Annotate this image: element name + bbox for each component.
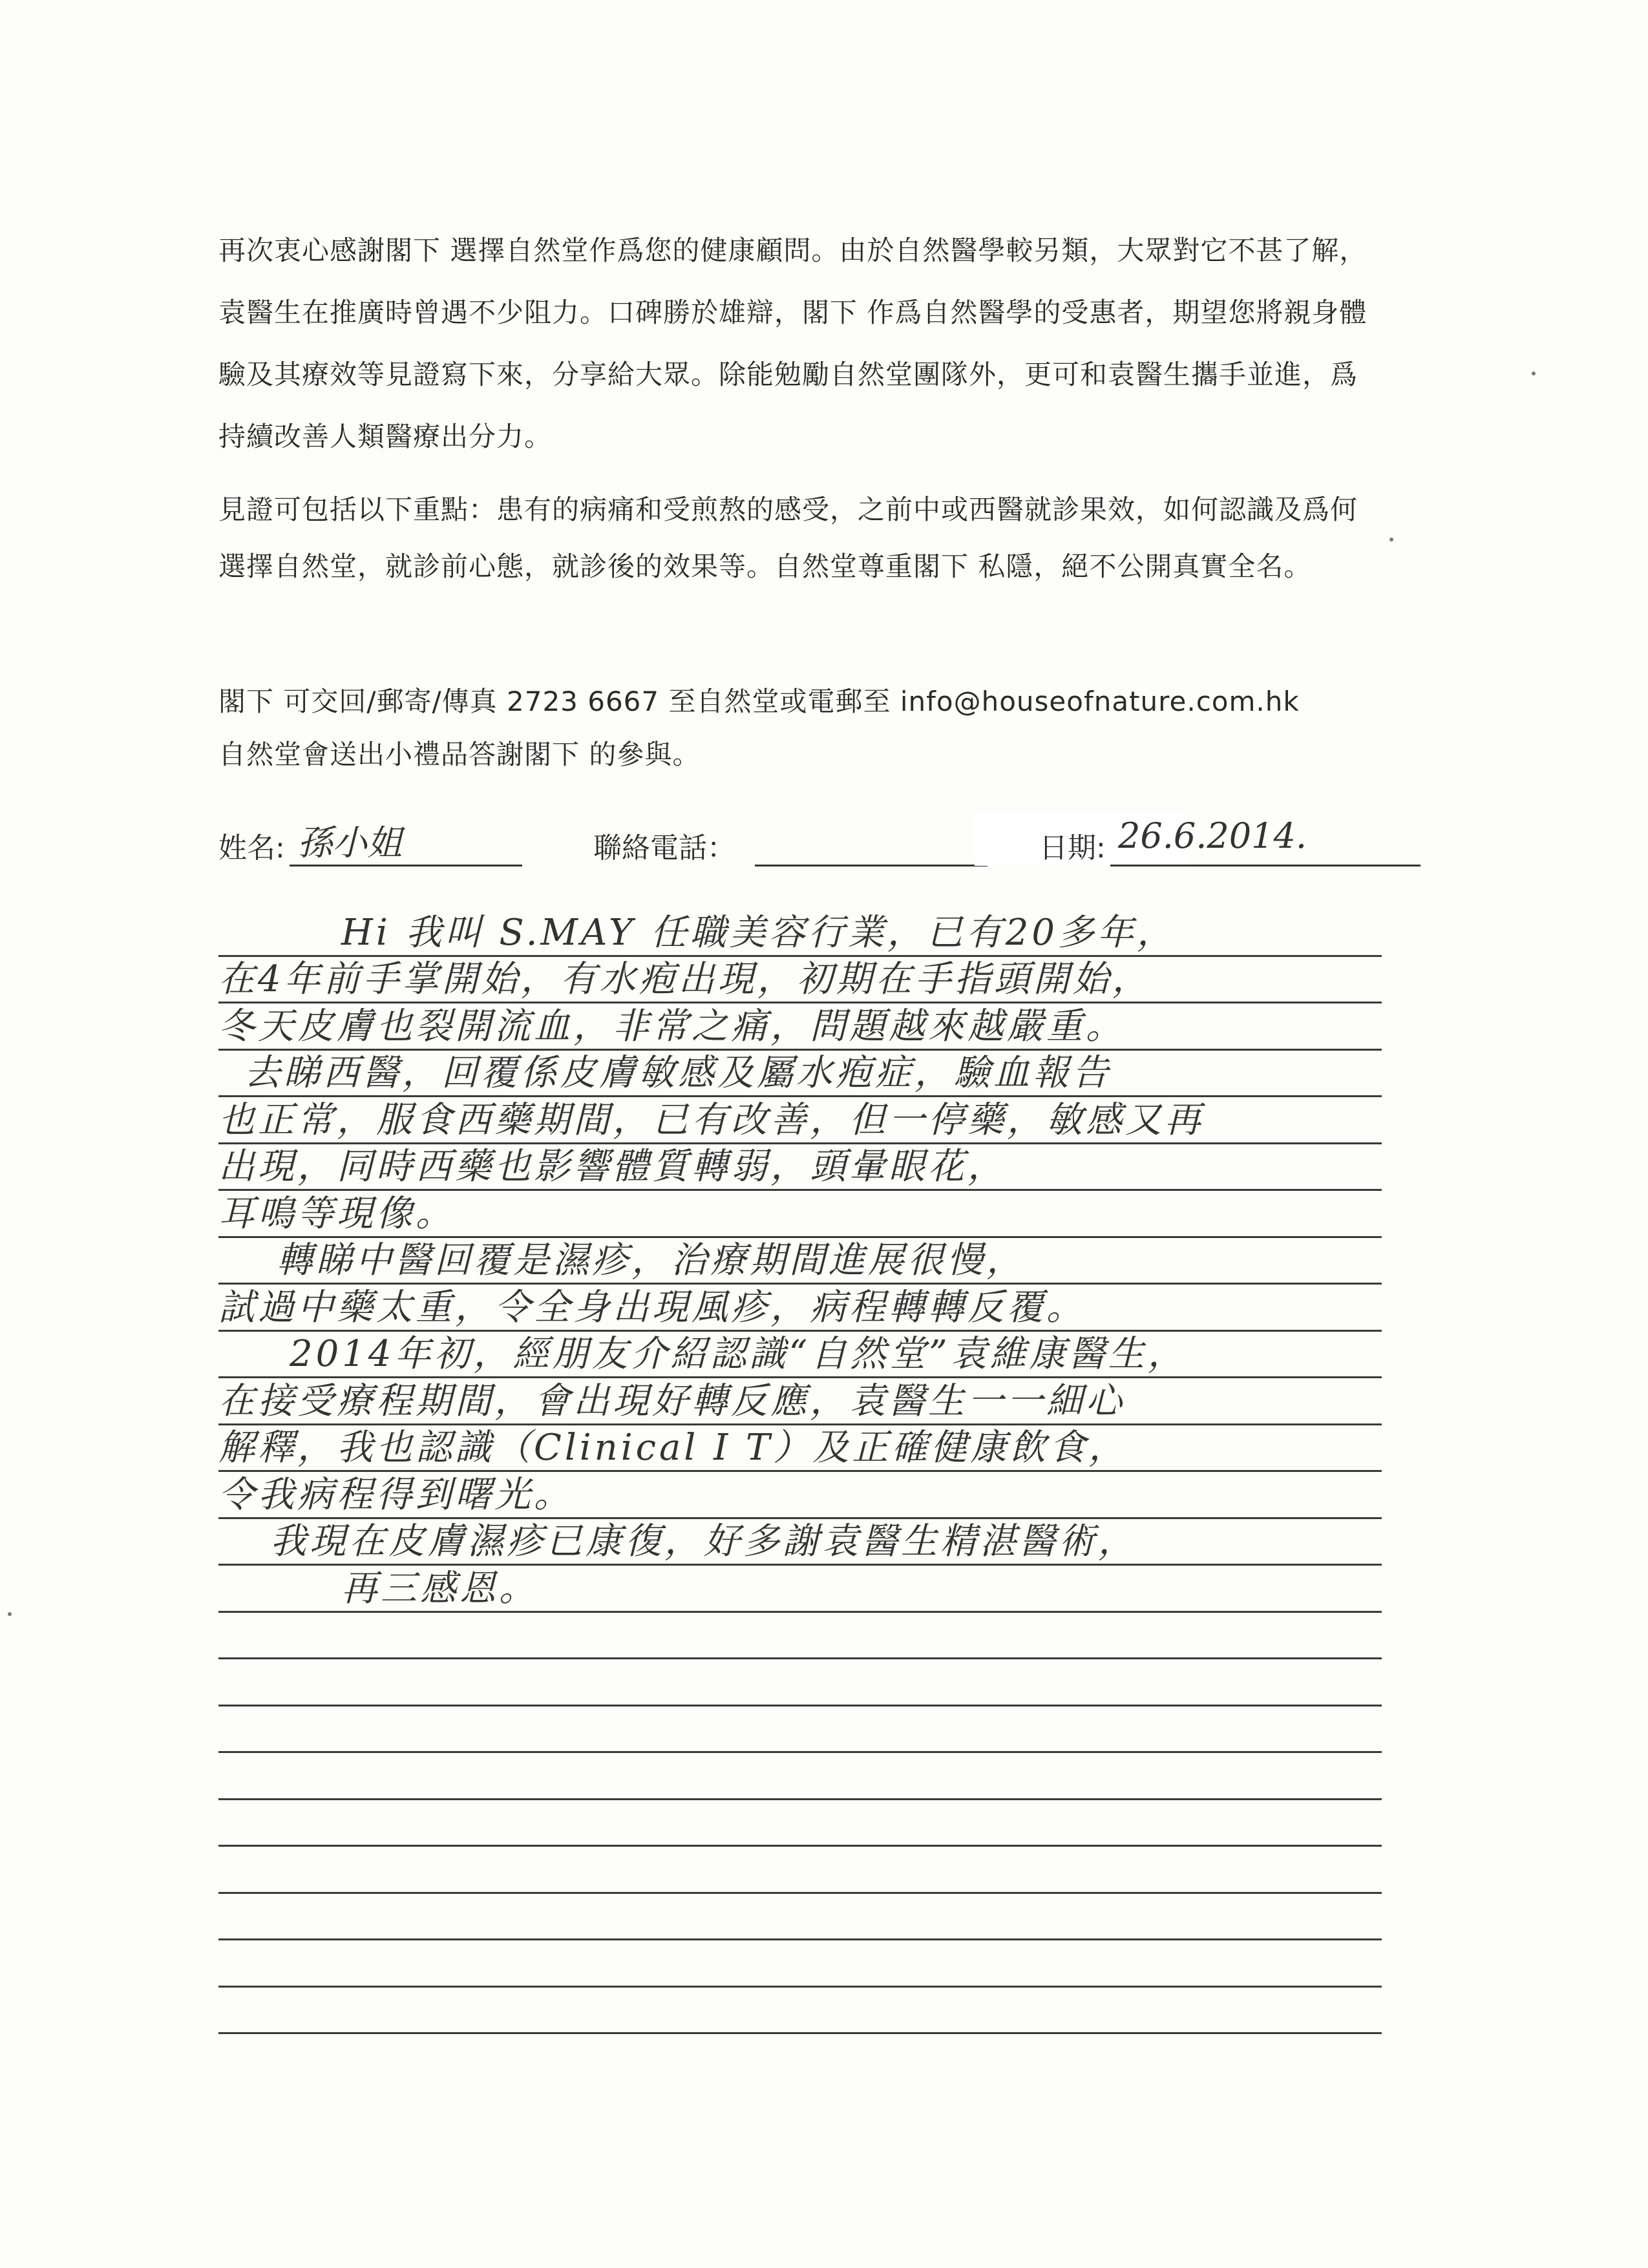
ruled-line (218, 1847, 1382, 1894)
form-fields-row (218, 813, 1433, 865)
handwritten-text: 試過中藥太重，令全身出現風疹，病程轉轉反覆。 (218, 1286, 1086, 1328)
handwritten-text: 冬天皮膚也裂開流血，非常之痛，問題越來越嚴重。 (218, 1005, 1125, 1047)
ruled-line (218, 1238, 1382, 1285)
handwritten-text: 在4年前手掌開始，有水疱出現，初期在手指頭開始， (218, 958, 1152, 1000)
name-value[interactable]: 孫小姐 (297, 823, 402, 863)
testimonial-writing-area[interactable] (218, 910, 1382, 2034)
ruled-line (218, 1800, 1382, 1847)
handwritten-text: 去睇西醫，回覆係皮膚敏感及屬水疱症，驗血報告 (244, 1052, 1112, 1094)
handwritten-text: 在接受療程期間，會出現好轉反應，袁醫生一一細心 (218, 1380, 1125, 1422)
phone-underline (755, 865, 988, 866)
ruled-line (218, 1472, 1382, 1519)
ruled-line (218, 1894, 1382, 1941)
ruled-line (218, 1051, 1382, 1098)
handwritten-text: 轉睇中醫回覆是濕疹，治療期間進展很慢， (277, 1239, 1026, 1281)
ruled-line (218, 1659, 1382, 1706)
phone-label: 聯絡電話： (593, 832, 735, 865)
date-label: 日期: (1039, 832, 1106, 865)
handwritten-text: 出現，同時西藥也影響體質轉弱，頭暈眼花， (218, 1146, 1007, 1188)
ruled-line (218, 1988, 1382, 2035)
gift-notice: 自然堂會送出小禮品答謝閣下 的參與。 (218, 739, 701, 770)
ruled-line (218, 1753, 1382, 1800)
ruled-line (218, 1613, 1382, 1660)
handwritten-text: 再三感恩。 (341, 1567, 538, 1610)
ruled-line (218, 1706, 1382, 1754)
handwritten-text: Hi 我叫 S.MAY 任職美容行業，已有20多年， (341, 911, 1177, 954)
intro-paragraph-thanks: 再次衷心感謝閣下 選擇自然堂作爲您的健康顧問。由於自然醫學較另類，大眾對它不甚了解，袁醫生在推廣時曾遇不少阻力。口碑勝於雄辯，閣下 作爲自然醫學的受惠者，期望您將親身體驗及其療效等見證寫下來，分享給大眾。除能勉勵自然堂團隊外，更可和袁醫生攜手並進，爲持續改善人類醫療出分力。 (218, 235, 1368, 452)
handwritten-text: 耳鳴等現像。 (218, 1192, 455, 1235)
ruled-line (218, 957, 1382, 1004)
scan-speck (8, 1612, 12, 1616)
ruled-line (218, 1191, 1382, 1238)
ruled-line (218, 1144, 1382, 1192)
ruled-line (218, 1097, 1382, 1144)
handwritten-text: 2014年初，經朋友介紹認識“自然堂”袁維康醫生， (290, 1333, 1187, 1375)
ruled-line (218, 1566, 1382, 1613)
ruled-line (218, 1378, 1382, 1425)
ruled-line (218, 910, 1382, 957)
intro-paragraph-guidelines: 見證可包括以下重點：患有的病痛和受煎熬的感受，之前中或西醫就診果效，如何認識及爲何選擇自然堂，就診前心態，就診後的效果等。自然堂尊重閣下 私隱，絕不公開真實全名。 (218, 494, 1358, 582)
handwritten-text: 我現在皮膚濕疹已康復，好多謝袁醫生精湛醫術， (270, 1520, 1137, 1562)
scan-speck (1389, 538, 1393, 541)
scan-speck (1532, 372, 1536, 375)
ruled-line (218, 1332, 1382, 1379)
ruled-line (218, 1425, 1382, 1473)
date-underline (1110, 865, 1421, 866)
ruled-line (218, 1285, 1382, 1332)
ruled-line (218, 1519, 1382, 1566)
name-label: 姓名: (218, 832, 285, 865)
ruled-line (218, 1003, 1382, 1051)
submission-instructions: 閣下 可交回/郵寄/傳真 2723 6667 至自然堂或電郵至 info@houseofnature.com.hk (218, 686, 1300, 717)
handwritten-text: 令我病程得到曙光。 (218, 1473, 573, 1516)
date-value[interactable]: 26.6.2014. (1118, 815, 1307, 856)
handwritten-text: 解釋，我也認識（Clinical I T）及正確健康飲食， (218, 1427, 1128, 1469)
intro-paragraph-submission (218, 675, 1382, 781)
handwritten-text: 也正常，服食西藥期間，已有改善，但一停藥，敏感又再 (218, 1098, 1204, 1141)
ruled-line (218, 1940, 1382, 1988)
